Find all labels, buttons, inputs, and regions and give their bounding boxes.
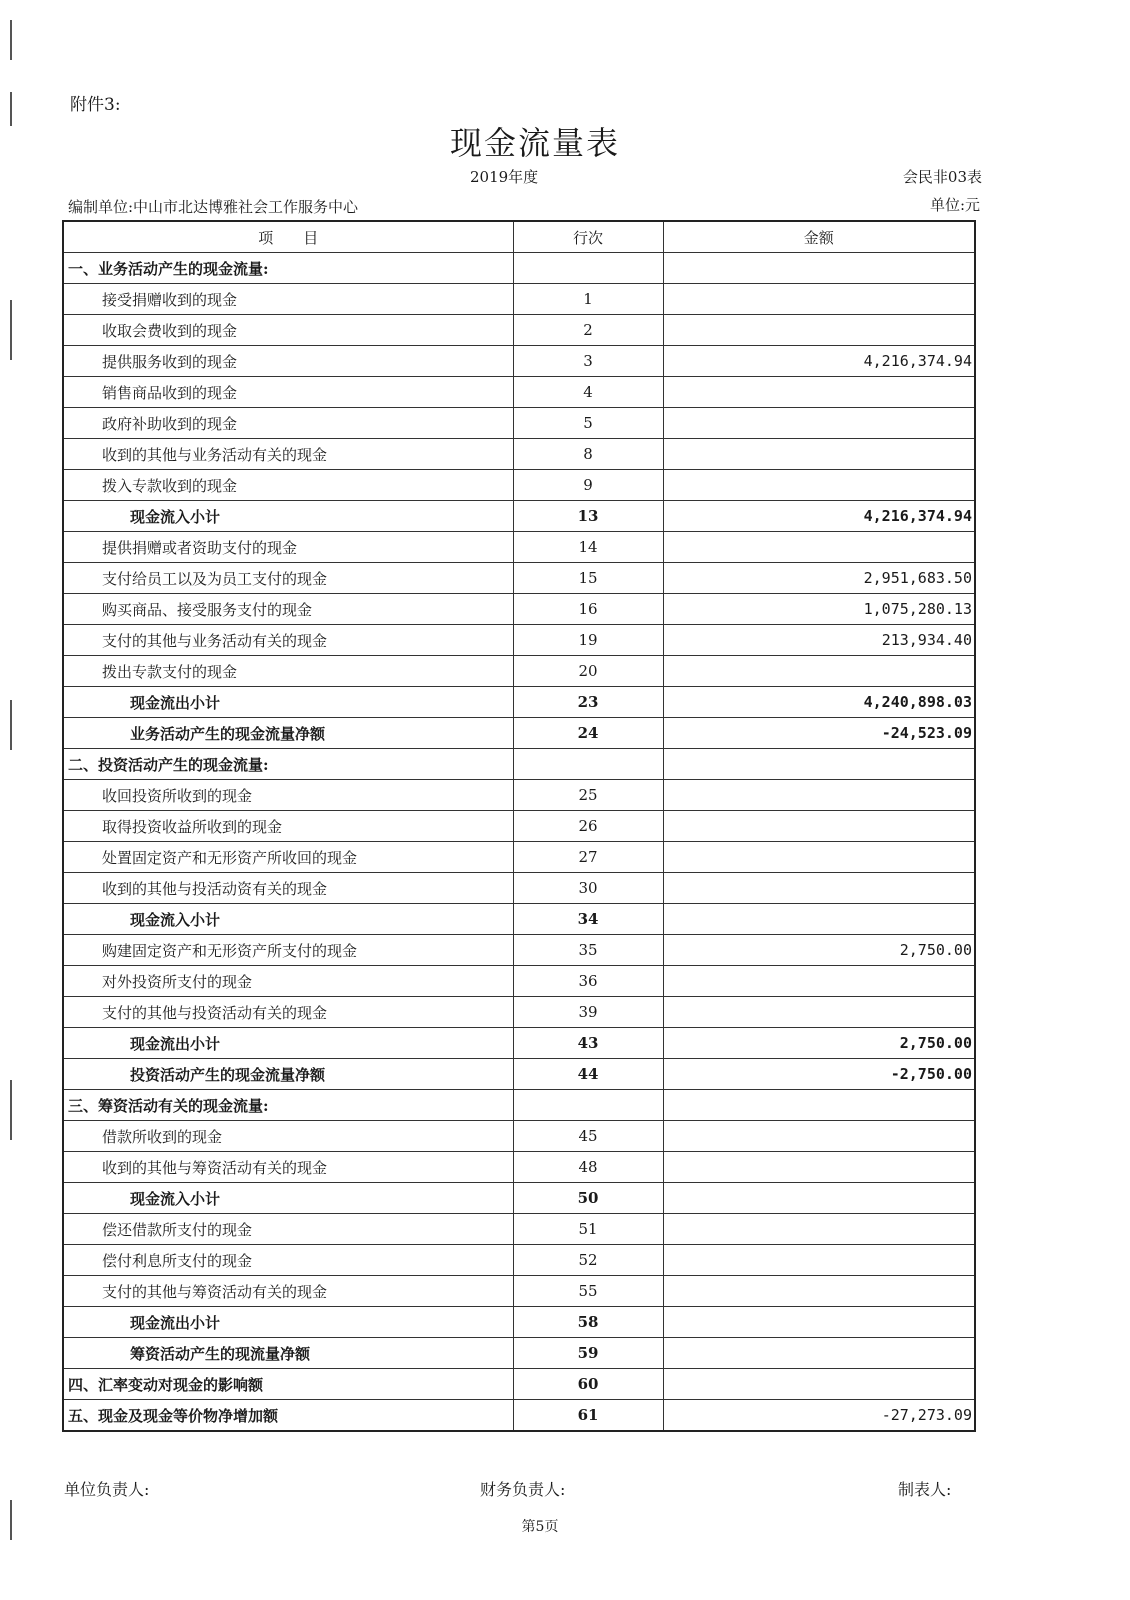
- fiscal-year: 2019年度: [470, 168, 539, 186]
- row-item: 现金流出小计: [63, 1028, 513, 1059]
- row-item: 现金流出小计: [63, 687, 513, 718]
- row-item: 二、投资活动产生的现金流量:: [63, 749, 513, 780]
- row-amount: [663, 811, 975, 842]
- row-item: 现金流出小计: [63, 1307, 513, 1338]
- row-item: 提供服务收到的现金: [63, 346, 513, 377]
- row-item: 收到的其他与筹资活动有关的现金: [63, 1152, 513, 1183]
- scan-edge-mark: [10, 700, 12, 750]
- scan-edge-mark: [10, 20, 12, 60]
- row-item: 取得投资收益所收到的现金: [63, 811, 513, 842]
- row-amount: 2,951,683.50: [663, 563, 975, 594]
- scan-edge-mark: [10, 300, 12, 360]
- row-line-no: 43: [513, 1028, 663, 1059]
- table-row: [63, 563, 975, 594]
- row-item: 支付的其他与业务活动有关的现金: [63, 625, 513, 656]
- table-row: [63, 966, 975, 997]
- row-item: 购建固定资产和无形资产所支付的现金: [63, 935, 513, 966]
- table-row: [63, 1028, 975, 1059]
- row-amount: [663, 873, 975, 904]
- row-line-no: 44: [513, 1059, 663, 1090]
- row-amount: [663, 253, 975, 284]
- table-row: [63, 1338, 975, 1369]
- row-item: 拨入专款收到的现金: [63, 470, 513, 501]
- table-row: [63, 1152, 975, 1183]
- row-amount: [663, 780, 975, 811]
- table-row: [63, 780, 975, 811]
- header-item: 项 目: [63, 221, 513, 253]
- table-row: [63, 1369, 975, 1400]
- row-line-no: [513, 1090, 663, 1121]
- row-item: 收回投资所收到的现金: [63, 780, 513, 811]
- row-amount: [663, 284, 975, 315]
- row-line-no: 14: [513, 532, 663, 563]
- row-line-no: 16: [513, 594, 663, 625]
- row-amount: [663, 470, 975, 501]
- row-line-no: 52: [513, 1245, 663, 1276]
- row-line-no: 19: [513, 625, 663, 656]
- table-row: [63, 1307, 975, 1338]
- attachment-label: 附件3:: [70, 95, 121, 115]
- table-header-row: [63, 221, 975, 253]
- table-row: [63, 501, 975, 532]
- row-line-no: 24: [513, 718, 663, 749]
- preparer-signature: 制表人:: [898, 1480, 952, 1499]
- row-item: 现金流入小计: [63, 1183, 513, 1214]
- row-line-no: 35: [513, 935, 663, 966]
- cash-flow-table: [62, 220, 976, 1432]
- table-row: [63, 904, 975, 935]
- row-line-no: 26: [513, 811, 663, 842]
- header-line-no: 行次: [513, 221, 663, 253]
- currency-unit: 单位:元: [929, 196, 980, 214]
- row-amount: -27,273.09: [663, 1400, 975, 1432]
- row-amount: [663, 842, 975, 873]
- row-line-no: 23: [513, 687, 663, 718]
- table-row: [63, 1059, 975, 1090]
- row-item: 五、现金及现金等价物净增加额: [63, 1400, 513, 1432]
- row-amount: 4,240,898.03: [663, 687, 975, 718]
- row-amount: [663, 656, 975, 687]
- row-amount: -24,523.09: [663, 718, 975, 749]
- page-title: 现金流量表: [449, 124, 620, 162]
- row-line-no: 9: [513, 470, 663, 501]
- row-line-no: 60: [513, 1369, 663, 1400]
- table-row: [63, 842, 975, 873]
- row-amount: [663, 997, 975, 1028]
- row-line-no: 51: [513, 1214, 663, 1245]
- row-amount: [663, 532, 975, 563]
- row-item: 四、汇率变动对现金的影响额: [63, 1369, 513, 1400]
- row-item: 三、筹资活动有关的现金流量:: [63, 1090, 513, 1121]
- row-line-no: 58: [513, 1307, 663, 1338]
- row-line-no: 30: [513, 873, 663, 904]
- table-row: [63, 1214, 975, 1245]
- row-line-no: 34: [513, 904, 663, 935]
- row-amount: [663, 966, 975, 997]
- row-line-no: 13: [513, 501, 663, 532]
- table-row: [63, 1245, 975, 1276]
- table-row: [63, 1121, 975, 1152]
- row-amount: [663, 1121, 975, 1152]
- row-line-no: [513, 749, 663, 780]
- table-body: [63, 253, 975, 1432]
- row-item: 收取会费收到的现金: [63, 315, 513, 346]
- row-line-no: 20: [513, 656, 663, 687]
- preparing-organization: 编制单位:中山市北达博雅社会工作服务中心: [68, 198, 359, 216]
- row-amount: [663, 1276, 975, 1307]
- row-item: 现金流入小计: [63, 501, 513, 532]
- table-row: [63, 811, 975, 842]
- row-item: 收到的其他与投活动资有关的现金: [63, 873, 513, 904]
- row-amount: [663, 1152, 975, 1183]
- page-number: 第5页: [521, 1519, 559, 1535]
- row-line-no: 61: [513, 1400, 663, 1432]
- row-item: 筹资活动产生的现流量净额: [63, 1338, 513, 1369]
- form-number: 会民非03表: [902, 168, 982, 186]
- table-row: [63, 408, 975, 439]
- row-item: 政府补助收到的现金: [63, 408, 513, 439]
- row-item: 接受捐赠收到的现金: [63, 284, 513, 315]
- row-line-no: 15: [513, 563, 663, 594]
- row-line-no: 2: [513, 315, 663, 346]
- table-row: [63, 1090, 975, 1121]
- row-item: 偿付利息所支付的现金: [63, 1245, 513, 1276]
- row-amount: [663, 377, 975, 408]
- row-amount: [663, 1090, 975, 1121]
- row-amount: [663, 315, 975, 346]
- row-line-no: 4: [513, 377, 663, 408]
- row-amount: 2,750.00: [663, 1028, 975, 1059]
- row-item: 支付的其他与筹资活动有关的现金: [63, 1276, 513, 1307]
- row-amount: [663, 1214, 975, 1245]
- row-item: 购买商品、接受服务支付的现金: [63, 594, 513, 625]
- row-amount: [663, 1338, 975, 1369]
- row-amount: 4,216,374.94: [663, 346, 975, 377]
- row-item: 销售商品收到的现金: [63, 377, 513, 408]
- row-line-no: 3: [513, 346, 663, 377]
- row-line-no: 27: [513, 842, 663, 873]
- table-row: [63, 1276, 975, 1307]
- table-row: [63, 625, 975, 656]
- row-item: 业务活动产生的现金流量净额: [63, 718, 513, 749]
- table-row: [63, 532, 975, 563]
- row-item: 对外投资所支付的现金: [63, 966, 513, 997]
- row-item: 借款所收到的现金: [63, 1121, 513, 1152]
- row-amount: [663, 1369, 975, 1400]
- row-item: 偿还借款所支付的现金: [63, 1214, 513, 1245]
- table-row: [63, 749, 975, 780]
- row-amount: 4,216,374.94: [663, 501, 975, 532]
- row-line-no: [513, 253, 663, 284]
- row-amount: 1,075,280.13: [663, 594, 975, 625]
- table-row: [63, 873, 975, 904]
- table-row: [63, 284, 975, 315]
- row-line-no: 55: [513, 1276, 663, 1307]
- table-row: [63, 594, 975, 625]
- row-amount: 2,750.00: [663, 935, 975, 966]
- row-item: 支付给员工以及为员工支付的现金: [63, 563, 513, 594]
- table-row: [63, 687, 975, 718]
- row-amount: [663, 1245, 975, 1276]
- row-amount: [663, 439, 975, 470]
- row-amount: [663, 749, 975, 780]
- table-row: [63, 935, 975, 966]
- row-amount: -2,750.00: [663, 1059, 975, 1090]
- row-amount: [663, 904, 975, 935]
- row-item: 一、业务活动产生的现金流量:: [63, 253, 513, 284]
- row-amount: 213,934.40: [663, 625, 975, 656]
- row-line-no: 25: [513, 780, 663, 811]
- row-item: 处置固定资产和无形资产所收回的现金: [63, 842, 513, 873]
- row-item: 现金流入小计: [63, 904, 513, 935]
- row-item: 拨出专款支付的现金: [63, 656, 513, 687]
- row-line-no: 48: [513, 1152, 663, 1183]
- table-row: [63, 1400, 975, 1432]
- table-row: [63, 315, 975, 346]
- table-row: [63, 656, 975, 687]
- row-line-no: 5: [513, 408, 663, 439]
- table-row: [63, 346, 975, 377]
- row-line-no: 59: [513, 1338, 663, 1369]
- row-line-no: 36: [513, 966, 663, 997]
- row-line-no: 45: [513, 1121, 663, 1152]
- finance-head-signature: 财务负责人:: [480, 1480, 566, 1499]
- row-amount: [663, 1183, 975, 1214]
- table-row: [63, 1183, 975, 1214]
- row-line-no: 8: [513, 439, 663, 470]
- row-line-no: 39: [513, 997, 663, 1028]
- row-item: 收到的其他与业务活动有关的现金: [63, 439, 513, 470]
- scan-edge-mark: [10, 1080, 12, 1140]
- table-row: [63, 997, 975, 1028]
- unit-head-signature: 单位负责人:: [64, 1480, 150, 1499]
- row-amount: [663, 1307, 975, 1338]
- row-item: 提供捐赠或者资助支付的现金: [63, 532, 513, 563]
- row-item: 支付的其他与投资活动有关的现金: [63, 997, 513, 1028]
- table-row: [63, 253, 975, 284]
- row-item: 投资活动产生的现金流量净额: [63, 1059, 513, 1090]
- table-row: [63, 718, 975, 749]
- table-row: [63, 470, 975, 501]
- row-line-no: 1: [513, 284, 663, 315]
- table-row: [63, 439, 975, 470]
- header-amount: 金额: [663, 221, 975, 253]
- row-amount: [663, 408, 975, 439]
- row-line-no: 50: [513, 1183, 663, 1214]
- table-row: [63, 377, 975, 408]
